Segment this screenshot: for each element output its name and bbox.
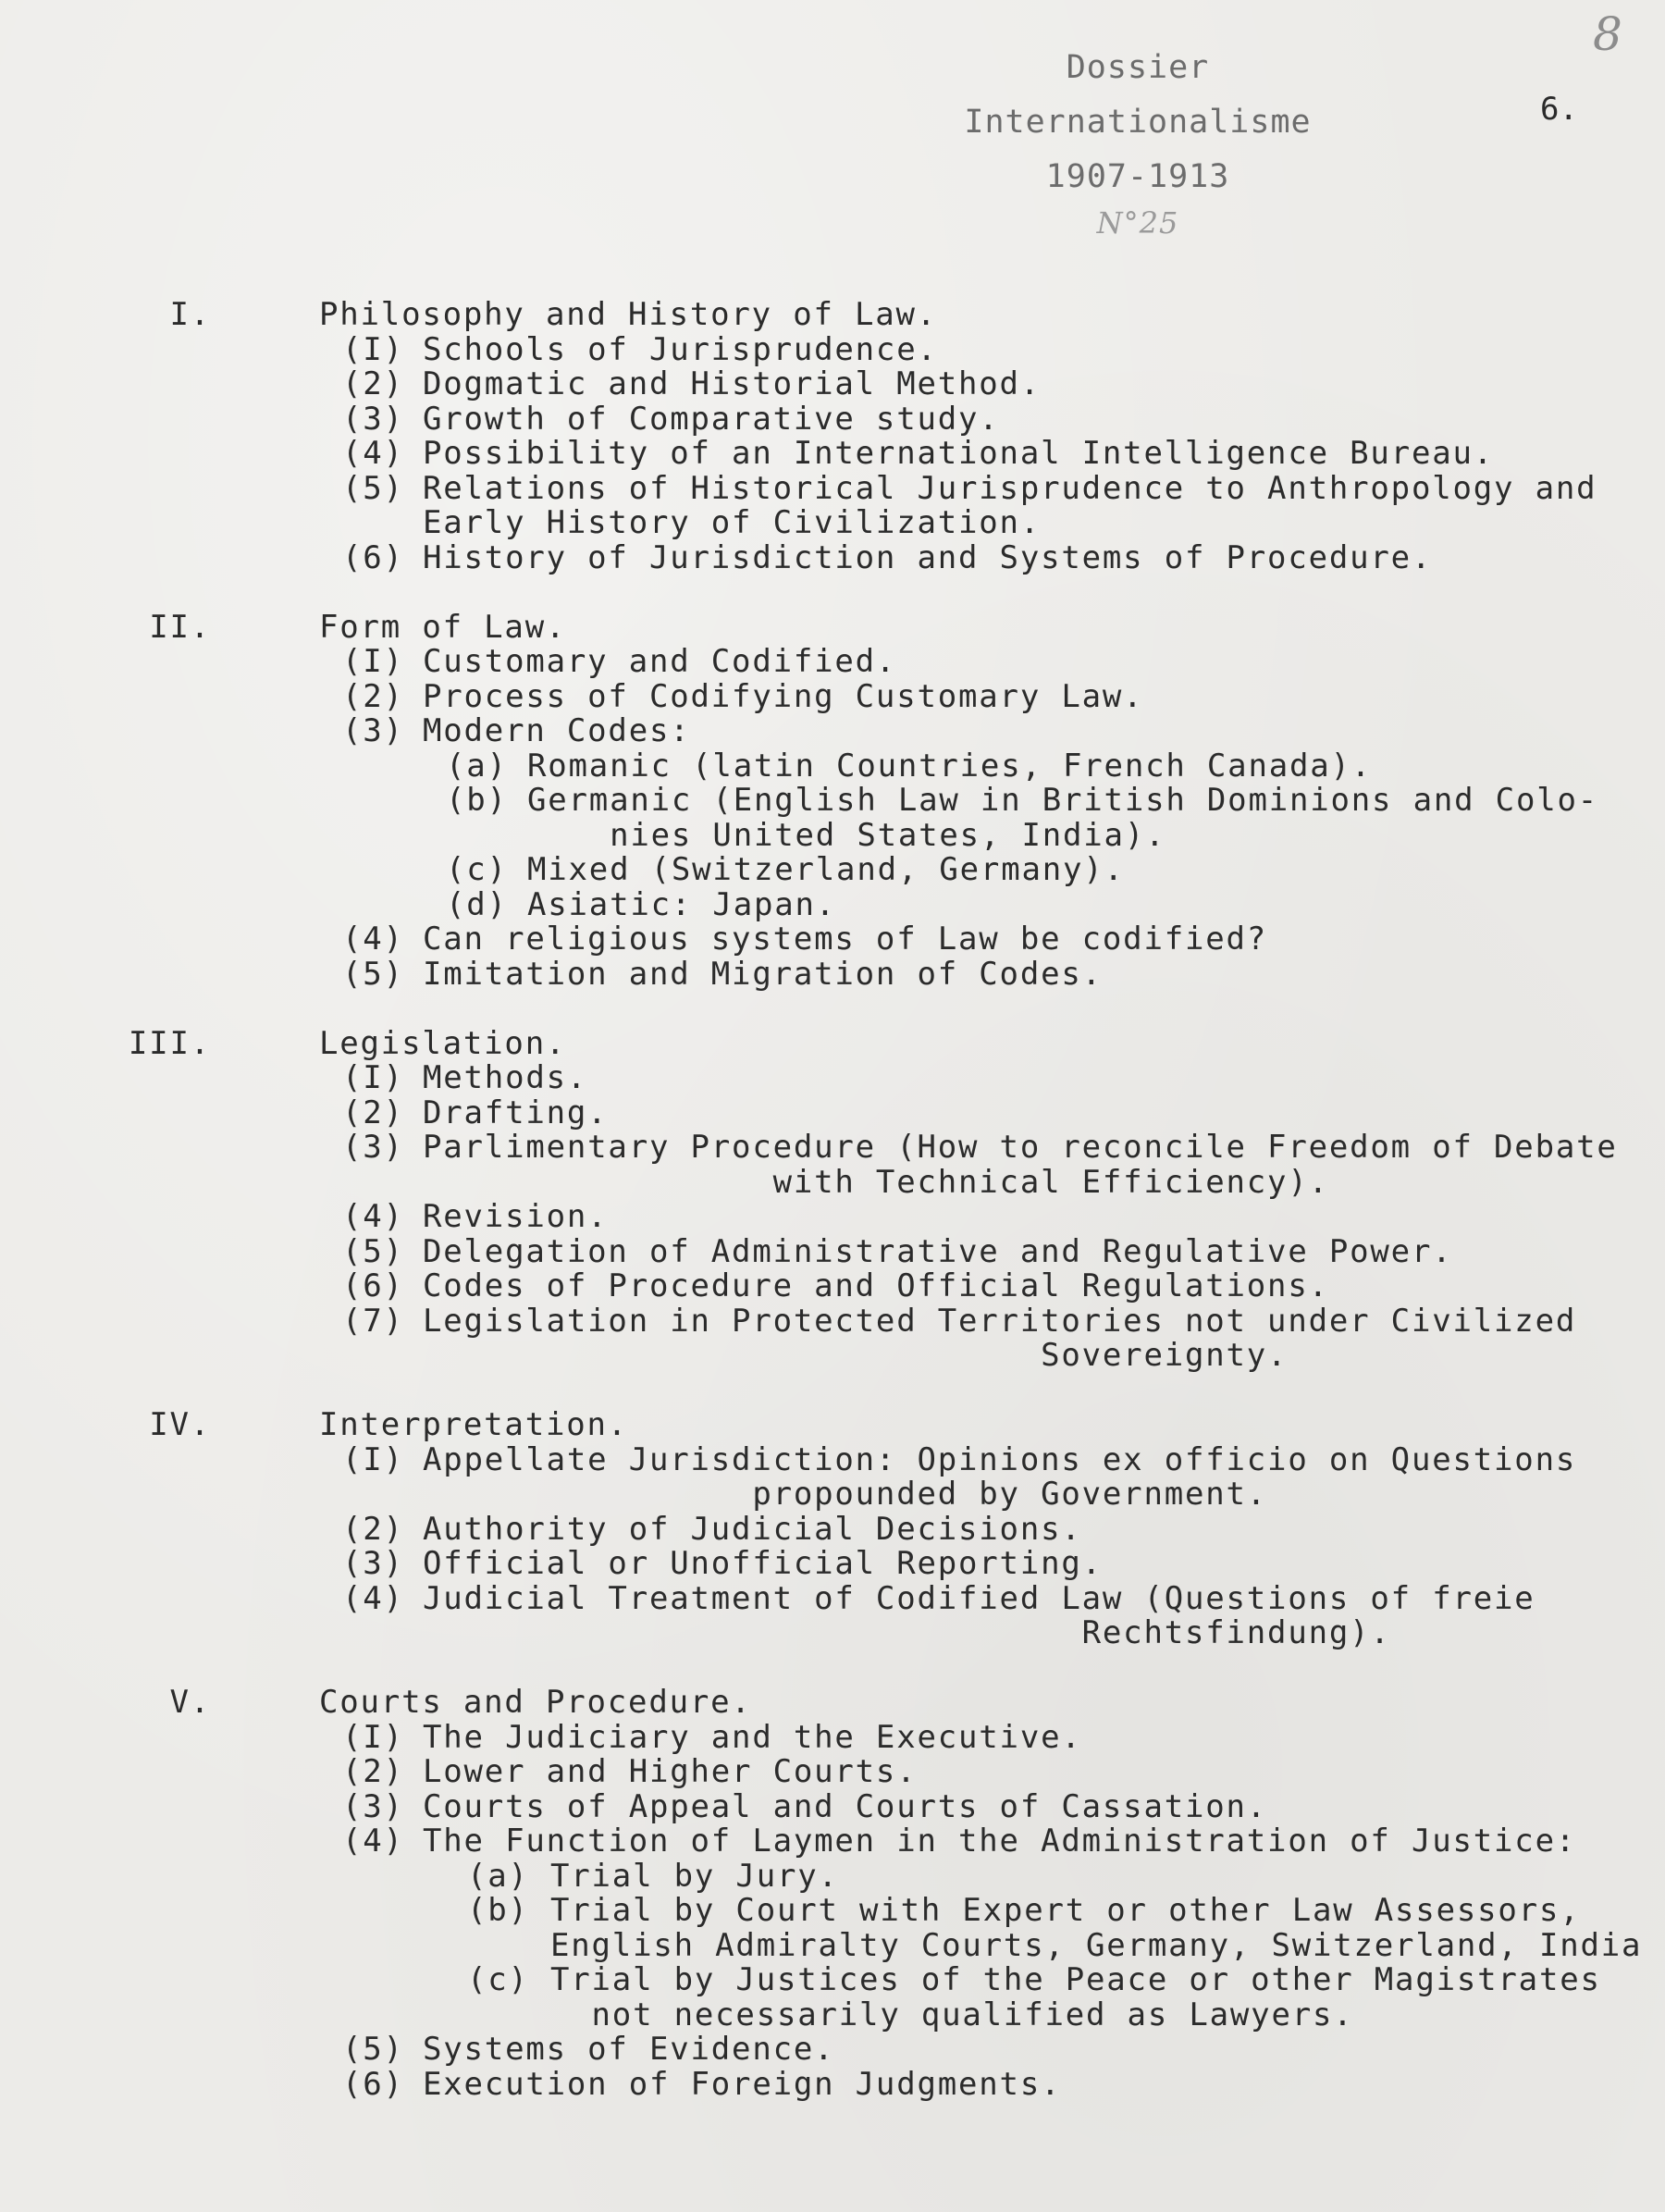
subitem-text: Romanic (latin Countries, French Canada). <box>527 747 1373 785</box>
item-text-continued: propounded by Government. <box>423 1476 1268 1513</box>
subitem-text-continued: not necessarily qualified as Lawyers. <box>550 1996 1354 2033</box>
outline-section <box>0 1686 1665 2102</box>
section-numeral: I. <box>169 296 211 333</box>
section-numeral: IV. <box>149 1406 211 1443</box>
subitem-marker: (a) <box>467 1857 529 1895</box>
item-marker: (5) <box>342 1232 404 1270</box>
item-marker: (3) <box>342 1545 404 1582</box>
item-text: Parlimentary Procedure (How to reconcile Freedom of Debate <box>423 1129 1618 1166</box>
item-marker: (2) <box>342 677 404 715</box>
item-text: Dogmatic and Historial Method. <box>423 365 1042 402</box>
subitem-text: Asiatic: Japan. <box>527 885 837 923</box>
outline-section <box>0 608 1665 993</box>
section-numeral: III. <box>128 1024 211 1062</box>
item-text: Imitation and Migration of Codes. <box>423 955 1103 993</box>
item-marker: (I) <box>342 643 404 680</box>
item-text: Relations of Historical Jurisprudence to Anthropology and <box>423 469 1597 507</box>
item-marker: (2) <box>342 1094 404 1131</box>
item-marker: (4) <box>342 435 404 472</box>
item-text: Official or Unofficial Reporting. <box>423 1545 1103 1582</box>
outline-item <box>0 1547 1665 1582</box>
item-marker: (4) <box>342 1198 404 1235</box>
item-marker: (4) <box>342 921 404 958</box>
item-text: History of Jurisdiction and Systems of Procedure. <box>423 538 1433 576</box>
item-text: Possibility of an International Intelligence Bureau. <box>423 435 1495 472</box>
item-marker: (4) <box>342 1579 404 1617</box>
outline-item <box>0 1232 1665 1270</box>
section-heading: Interpretation. <box>319 1406 629 1443</box>
item-text: Drafting. <box>423 1094 609 1131</box>
outline-item <box>0 402 1665 438</box>
outline-item <box>0 330 1665 368</box>
outline-item <box>0 437 1665 472</box>
outline-item <box>0 677 1665 715</box>
item-text: Systems of Evidence. <box>423 2031 835 2068</box>
outline-item <box>0 955 1665 993</box>
outline-subitem <box>0 1963 1665 2033</box>
outline-item <box>0 1824 1665 1860</box>
section-heading: Form of Law. <box>319 608 567 646</box>
outline-item <box>0 1579 1665 1651</box>
item-text: Growth of Comparative study. <box>423 400 1000 438</box>
item-text: Lower and Higher Courts. <box>423 1753 918 1790</box>
item-text: Can religious systems of Law be codified? <box>423 921 1268 958</box>
item-marker: (6) <box>342 1267 404 1304</box>
outline-subitem <box>0 1857 1665 1895</box>
item-text: Delegation of Administrative and Regulative Power. <box>423 1232 1453 1270</box>
subitem-marker: (a) <box>446 747 508 785</box>
outline-item <box>0 469 1665 541</box>
item-text: Schools of Jurisprudence. <box>423 330 938 368</box>
item-marker: (3) <box>342 1129 404 1166</box>
section-numeral: V. <box>169 1684 211 1721</box>
outline-item <box>0 1510 1665 1548</box>
outline-item <box>0 1787 1665 1825</box>
subitem-text: Mixed (Switzerland, Germany). <box>527 851 1125 888</box>
outline-item <box>0 645 1665 680</box>
archive-stamp <box>953 41 1323 241</box>
outline-item <box>0 1755 1665 1790</box>
item-text: Modern Codes: <box>423 712 691 749</box>
stamp-line-years: 1907-1913 <box>1045 158 1230 195</box>
subitem-text: Trial by Court with Expert or other Law Assessors, <box>550 1892 1581 1929</box>
outline-subitem <box>0 853 1665 888</box>
outline-subitem <box>0 885 1665 923</box>
stamp-line-collection: Internationalisme <box>964 104 1312 141</box>
outline-item <box>0 1096 1665 1131</box>
outline-section <box>0 1408 1665 1651</box>
page-number: 6. <box>1540 91 1578 128</box>
outline-section <box>0 298 1665 575</box>
item-text-continued: Early History of Civilization. <box>423 504 1042 541</box>
item-marker: (3) <box>342 1787 404 1825</box>
outline-section <box>0 1024 1665 1374</box>
outline-item <box>0 922 1665 958</box>
item-text: Legislation in Protected Territories not under Civilized <box>423 1302 1577 1340</box>
section-heading: Courts and Procedure. <box>319 1684 752 1721</box>
item-text: Codes of Procedure and Official Regulations. <box>423 1267 1329 1304</box>
stamp-line-dossier: Dossier <box>1066 49 1210 86</box>
item-marker: (2) <box>342 365 404 402</box>
handwritten-corner-mark: 8 <box>1593 7 1622 61</box>
section-heading: Philosophy and History of Law. <box>319 296 938 333</box>
outline-item <box>0 538 1665 576</box>
outline-item <box>0 367 1665 402</box>
outline-item <box>0 1131 1665 1200</box>
outline-item <box>0 1269 1665 1304</box>
item-text: Customary and Codified. <box>423 643 897 680</box>
subitem-text: Germanic (English Law in British Dominions and Colo- <box>527 782 1599 819</box>
subitem-marker: (b) <box>467 1892 529 1929</box>
subitem-text: Trial by Jury. <box>550 1857 839 1895</box>
item-marker: (4) <box>342 1823 404 1860</box>
handwritten-file-number: N°25 <box>1096 205 1179 241</box>
outline-item <box>0 1718 1665 1756</box>
outline-item <box>0 714 1665 749</box>
outline-subitem <box>0 749 1665 785</box>
subitem-text-continued: English Admiralty Courts, Germany, Switzerland, India <box>550 1926 1643 1964</box>
subitem-marker: (d) <box>446 885 508 923</box>
item-text: Execution of Foreign Judgments. <box>423 2065 1062 2103</box>
outline-item <box>0 2033 1665 2068</box>
subitem-marker: (c) <box>446 851 508 888</box>
outline-item <box>0 1200 1665 1235</box>
outline-item <box>0 1440 1665 1513</box>
item-text: Authority of Judicial Decisions. <box>423 1510 1082 1548</box>
item-marker: (5) <box>342 955 404 993</box>
item-text: Appellate Jurisdiction: Opinions ex officio on Questions <box>423 1440 1577 1478</box>
item-text: The Function of Laymen in the Administration of Justice: <box>423 1823 1577 1860</box>
subitem-marker: (b) <box>446 782 508 819</box>
item-marker: (2) <box>342 1753 404 1790</box>
item-marker: (I) <box>342 1718 404 1756</box>
item-marker: (6) <box>342 2065 404 2103</box>
item-marker: (I) <box>342 1059 404 1096</box>
item-text: Methods. <box>423 1059 588 1096</box>
item-text-continued: with Technical Efficiency). <box>423 1163 1329 1201</box>
item-marker: (I) <box>342 1440 404 1478</box>
item-text: Process of Codifying Customary Law. <box>423 677 1144 715</box>
item-marker: (3) <box>342 400 404 438</box>
item-marker: (2) <box>342 1510 404 1548</box>
outline-item <box>0 1304 1665 1374</box>
item-text: Courts of Appeal and Courts of Cassation. <box>423 1787 1268 1825</box>
item-text: The Judiciary and the Executive. <box>423 1718 1082 1756</box>
item-text: Revision. <box>423 1198 609 1235</box>
outline-item <box>0 2065 1665 2103</box>
item-text-continued: Sovereignty. <box>423 1337 1289 1374</box>
outline-subitem <box>0 784 1665 853</box>
outline-subitem <box>0 1894 1665 1963</box>
outline-body <box>0 298 1665 2137</box>
section-heading: Legislation. <box>319 1024 567 1062</box>
item-marker: (5) <box>342 469 404 507</box>
item-marker: (I) <box>342 330 404 368</box>
subitem-text-continued: nies United States, India). <box>527 816 1166 854</box>
item-marker: (3) <box>342 712 404 749</box>
item-text-continued: Rechtsfindung). <box>423 1614 1391 1651</box>
item-marker: (5) <box>342 2031 404 2068</box>
item-marker: (7) <box>342 1302 404 1340</box>
item-marker: (6) <box>342 538 404 576</box>
subitem-text: Trial by Justices of the Peace or other Magistrates <box>550 1961 1601 1998</box>
item-text: Judicial Treatment of Codified Law (Questions of freie <box>423 1579 1536 1617</box>
outline-item <box>0 1061 1665 1096</box>
section-numeral: II. <box>149 608 211 646</box>
subitem-marker: (c) <box>467 1961 529 1998</box>
